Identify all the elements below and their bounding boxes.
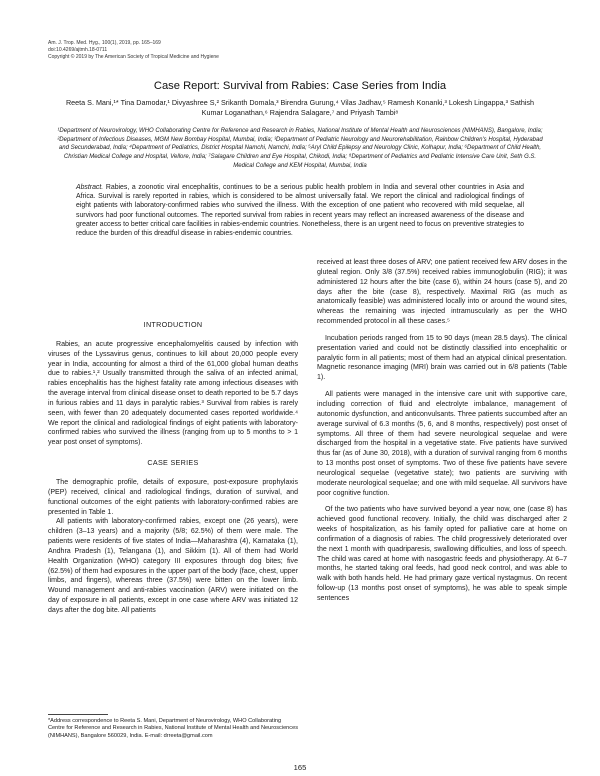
journal-meta — [48, 40, 219, 61]
right-paragraph-2: Incubation periods ranged from 15 to 90 days (mean 28.5 days). The clinical presentation varied and could not be distinctly classified into encephalitic or paralytic form in all patients; most of them had an atypical clinical presentation. Magnetic resonance imaging (MRI) brain was carried out in 6/8 patients (Table 1). — [317, 334, 567, 382]
doi: doi:10.4269/ajtmh.18-0711 — [48, 47, 108, 53]
page-number: 165 — [293, 763, 307, 772]
section-heading-introduction: INTRODUCTION — [143, 320, 203, 329]
footnote-divider — [48, 714, 108, 715]
intro-paragraph: Rabies, an acute progressive encephalomyelitis caused by infection with viruses of the Lyssavirus genus, continues to kill about 20,000 people every year in India, accounting for almost a third of the 61,000 global human deaths due to rabies.¹,² Usually transmitted through the saliva of an infected animal, rabies encephalitis has the highest fatality rate among infectious diseases with the average interval from clinical disease onset to death reported to be 5.7 days in furious rabies and 11 days in paralytic rabies.³ Survival from rabies is rarely seen, with fewer than 20 adequately documented cases reported worldwide.⁴ We report the clinical and radiological findings of eight patients with laboratory-confirmed rabies who survived the illness (ranging from up to 5 months to > 1 year post onset of symptoms). — [48, 340, 298, 447]
right-paragraph-4: Of the two patients who have survived beyond a year now, one (case 8) has achieved good functional recovery. Initially, the child was discharged after 2 weeks of hospitalization, as his family opted for palliative care at home on confirmation of a diagnosis of rabies. The child progressively deteriorated over the next 1 month with quadriparesis, swallowing difficulties, and loss of speech. The child was cared at home with nasogastric feeds and physiotherapy. At 6–7 months, he started taking oral feeds, had good neck control, and was able to walk with both hands held. He had primary gaze vertical nystagmus. On recent follow-up (13 months post onset of symptoms), he was able to speak simple sentences — [317, 506, 567, 602]
journal-citation: Am. J. Trop. Med. Hyg., 100(1), 2019, pp. 165–169 — [48, 40, 161, 46]
author-list: Reeta S. Mani,¹* Tina Damodar,¹ Divyashree S,² Srikanth Domala,³ Birendra Gurung,⁴ Vilas Jadhav,⁵ Ramesh Konanki,³ Lokesh Lingappa,³ Sathish Kumar Loganathan,⁶ Rajendra Salagare,⁷ and Priyash Tambi⁸ — [65, 98, 535, 117]
right-paragraph-3: All patients were managed in the intensive care unit with supportive care, including correction of fluid and electrolyte imbalance, management of autonomic dysfunction, and anticonvulsants. Three patients succumbed after an average survival of 6.3 months (5, 6, and 8 months, respectively) post onset of symptoms. All three of them had severe neurological sequelae and were discharged from the hospital in a vegetative state. Five patients have survived thus far (as of June 30, 2018), with a duration of survival ranging from 6 months to 13 months post onset of symptoms. Two of these five patients have severe neurological sequelae (vegetative state); two patients are surviving with moderate neurological sequelae; and one with mild sequelae. All survivors have poor cognitive function. — [317, 391, 567, 497]
correspondence-footnote: *Address correspondence to Reeta S. Mani, Department of Neurovirology, WHO Collaborating Centre for Reference and Research in Rabies, National Institute of Mental Health and Neurosciences (NIMHANS), Bangalore 560029, India. E-mail: drreeta@gmail.com — [48, 718, 298, 739]
copyright: Copyright © 2019 by The American Society of Tropical Medicine and Hygiene — [48, 54, 219, 60]
section-heading-case-series: CASE SERIES — [147, 458, 199, 468]
abstract-label: Abstract. — [76, 184, 104, 191]
abstract-text: Rabies, a zoonotic viral encephalitis, continues to be a serious public health problem in India and several other countries in Asia and Africa. Survival is rarely reported in rabies, which is considered to be almost universally fatal. We report the clinical and radiological findings of eight patients with laboratory-confirmed rabies who survived the illness. With the exception of one patient who recovered with mild sequelae, all survivors had poor functional outcomes. The reported survival from rabies in recent years may reflect an increased awareness of the disease and greater access to better critical care facilities in rabies-endemic countries. Nonetheless, there is an urgent need to focus on preventive strategies to reduce the burden of this dreadful disease in rabies-endemic countries. — [76, 184, 524, 238]
left-column — [48, 320, 298, 616]
article-title: Case Report: Survival from Rabies: Case Series from India — [153, 80, 447, 92]
abstract — [76, 183, 524, 238]
affiliations: ¹Department of Neurovirology, WHO Collaborating Centre for Reference and Research in Rabies, National Institute of Mental Health and Neurosciences (NIMHANS), Bangalore, India; ²Department of Infectious Diseases, MGM New Bombay Hospital, Mumbai, India; ³Department of Pediatric Neurology and Neurorehabilitation, Rainbow Children's Hospital, Hyderabad and Secunderabad, India; ⁴Department of Pediatrics, District Hospital Namchi, Namchi, India; ⁵Aryl Child Epilepsy and Neurology Clinic, Kolhapur, India; ⁶Department of Child Health, Christian Medical College and Hospital, Vellore, India; ⁷Salagare Children and Eye Hospital, Chikodi, India; ⁸Department of Pediatrics and Pediatric Intensive Care Unit, Seth G.S. Medical College and KEM Hospital, Mumbai, India — [57, 128, 543, 169]
right-column — [317, 258, 567, 604]
right-paragraph-1: received at least three doses of ARV; one patient received few ARV doses in the gluteal region. Only 3/8 (37.5%) received rabies immunoglobulin (RIG); it was administered 12 hours after the bite (case 6), within 24 hours (case 5), and 20 days after the bite (case 8), respectively. Maximal RIG (as much as anatomically feasible) was administered locally into or around the wound sites, whereas the remaining was injected intramuscularly as per the WHO recommended protocol in all these cases.⁵ — [317, 259, 567, 326]
case-paragraph-1: The demographic profile, details of exposure, post-exposure prophylaxis (PEP) received, clinical and radiological findings, duration of survival, and functional outcomes of the eight patients with laboratory-confirmed rabies are presented in Table 1. — [48, 478, 298, 516]
case-paragraph-2: All patients with laboratory-confirmed rabies, except one (26 years), were children (3–13 years) and a majority (5/8; 62.5%) of them were male. The patients were residents of five states of India—Maharashtra (4), Karnataka (1), Andhra Pradesh (1), Telangana (1), and Sikkim (1). All of them had World Health Organization (WHO) category III exposures through dog bites; five (62.5%) of them had exposures in the upper part of the body (face, chest, upper limbs, and fingers), whereas three (37.5%) were bitten on the lower limb. Wound management and anti-rabies vaccination (ARV) were initiated on the day of exposure in all patients, except in one case where ARV was initiated 12 days after the dog bite. All patients — [48, 518, 298, 614]
